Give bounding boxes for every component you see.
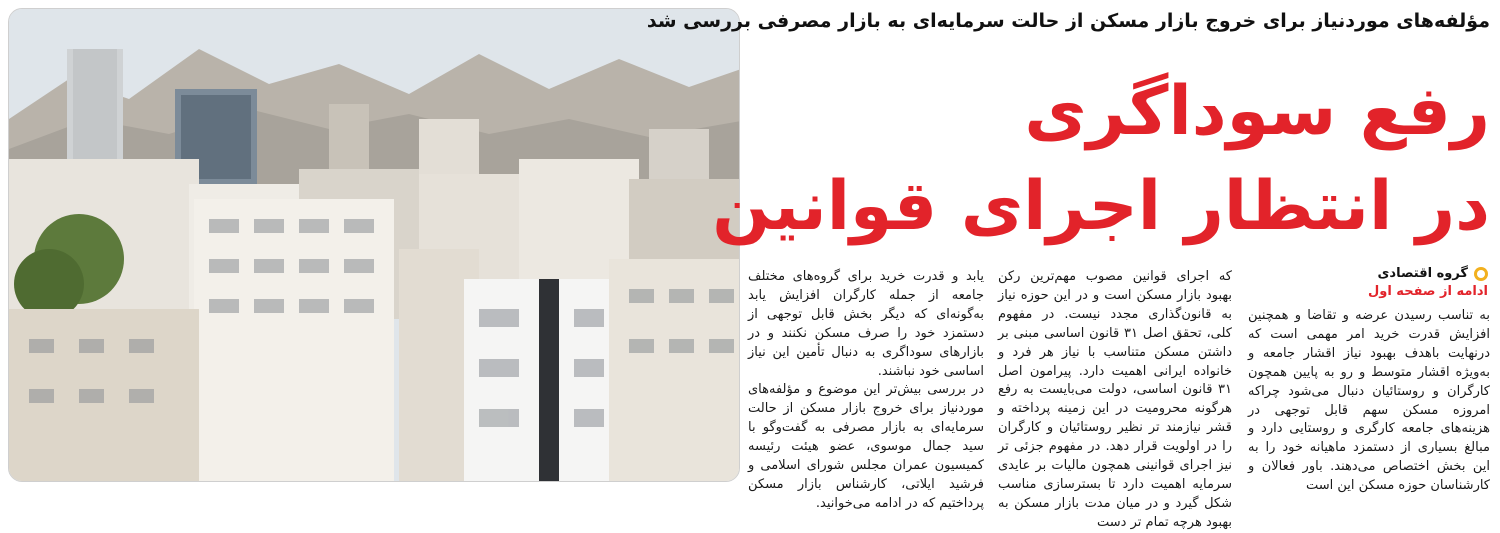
body-paragraph: به تناسب رسیدن عرضه و تقاضا و همچنین افزایش قدرت خرید امر مهمی است که درنهایت باهدف بهبود نیاز اقشار جامعه و به‌ویژه اقشار متوسط و رو به پایین همچون کارگران و روستائیان دنبال می‌شود چراکه امروزه مسکن سهم قابل توجهی در هزینه‌های جامعه کارگری و روستایی دارد و مبالغ بسیاری از دستمزد ماهیانه خود را به این بخش اختصاص می‌دهند. باور فعالان و کارشناسان حوزه مسکن این است — [1248, 308, 1490, 494]
section-label-text: گروه اقتصادی — [1377, 266, 1468, 281]
continuation-note: ادامه از صفحه اول — [1367, 284, 1488, 299]
body-column-3 — [748, 268, 984, 514]
body-column-1 — [1248, 307, 1490, 496]
section-label — [1258, 266, 1488, 281]
body-column-2 — [998, 268, 1232, 533]
city-skyline-image — [9, 9, 740, 482]
body-paragraph: که اجرای قوانین مصوب مهم‌ترین رکن بهبود بازار مسکن است و در این حوزه نیاز به قانون‌گذاری مجدد نیست. در مفهوم کلی، تحقق اصل ۳۱ قانون اساسی مبنی بر داشتن مسکن متناسب با نیاز هر فرد و خانواده ایرانی اهمیت دارد. پیرامون اصل ۳۱ قانون اساسی، دولت می‌بایست به رفع هرگونه محرومیت در این زمینه پرداخته و قشر نیازمند تر نظیر روستائیان و کارگران را در اولویت قرار دهد. در مفهوم جزئی تر نیز اجرای قوانینی همچون مالیات بر عایدی سرمایه اهمیت دارد تا بسترسازی مناسب شکل گیرد و در میان مدت بازار مسکن به بهبود هرچه تمام تر دست — [998, 269, 1232, 530]
headline-line-1: رفع سوداگری — [1024, 72, 1490, 151]
body-paragraph: در بررسی بیش‌تر این موضوع و مؤلفه‌های موردنیاز برای خروج بازار مسکن از حالت سرمایه‌ای به بازار مصرفی به گفت‌وگو با سید جمال موسوی، عضو هیئت رئیسه کمیسیون عمران مجلس شورای اسلامی و فرشید ایلاتی، کارشناس بازار مسکن پرداختیم که در ادامه می‌خوانید. — [748, 382, 984, 511]
body-paragraph: یابد و قدرت خرید برای گروه‌های مختلف جامعه از جمله کارگران افزایش یابد به‌گونه‌ای که دیگر بخش قابل توجهی از دستمزد خود را صرف مسکن نکنند و در بازارهای سوداگری به دنبال تأمین این نیاز اساسی خود نباشند. — [748, 269, 984, 379]
article-photo — [8, 8, 740, 482]
article-kicker: مؤلفه‌های موردنیاز برای خروج بازار مسکن از حالت سرمایه‌ای به بازار مصرفی بررسی شد — [646, 10, 1490, 32]
orange-ring-icon — [1474, 267, 1488, 281]
headline-line-2: در انتظار اجرای قوانین — [712, 167, 1490, 247]
article-headline — [712, 64, 1490, 254]
section-header — [1258, 266, 1488, 299]
